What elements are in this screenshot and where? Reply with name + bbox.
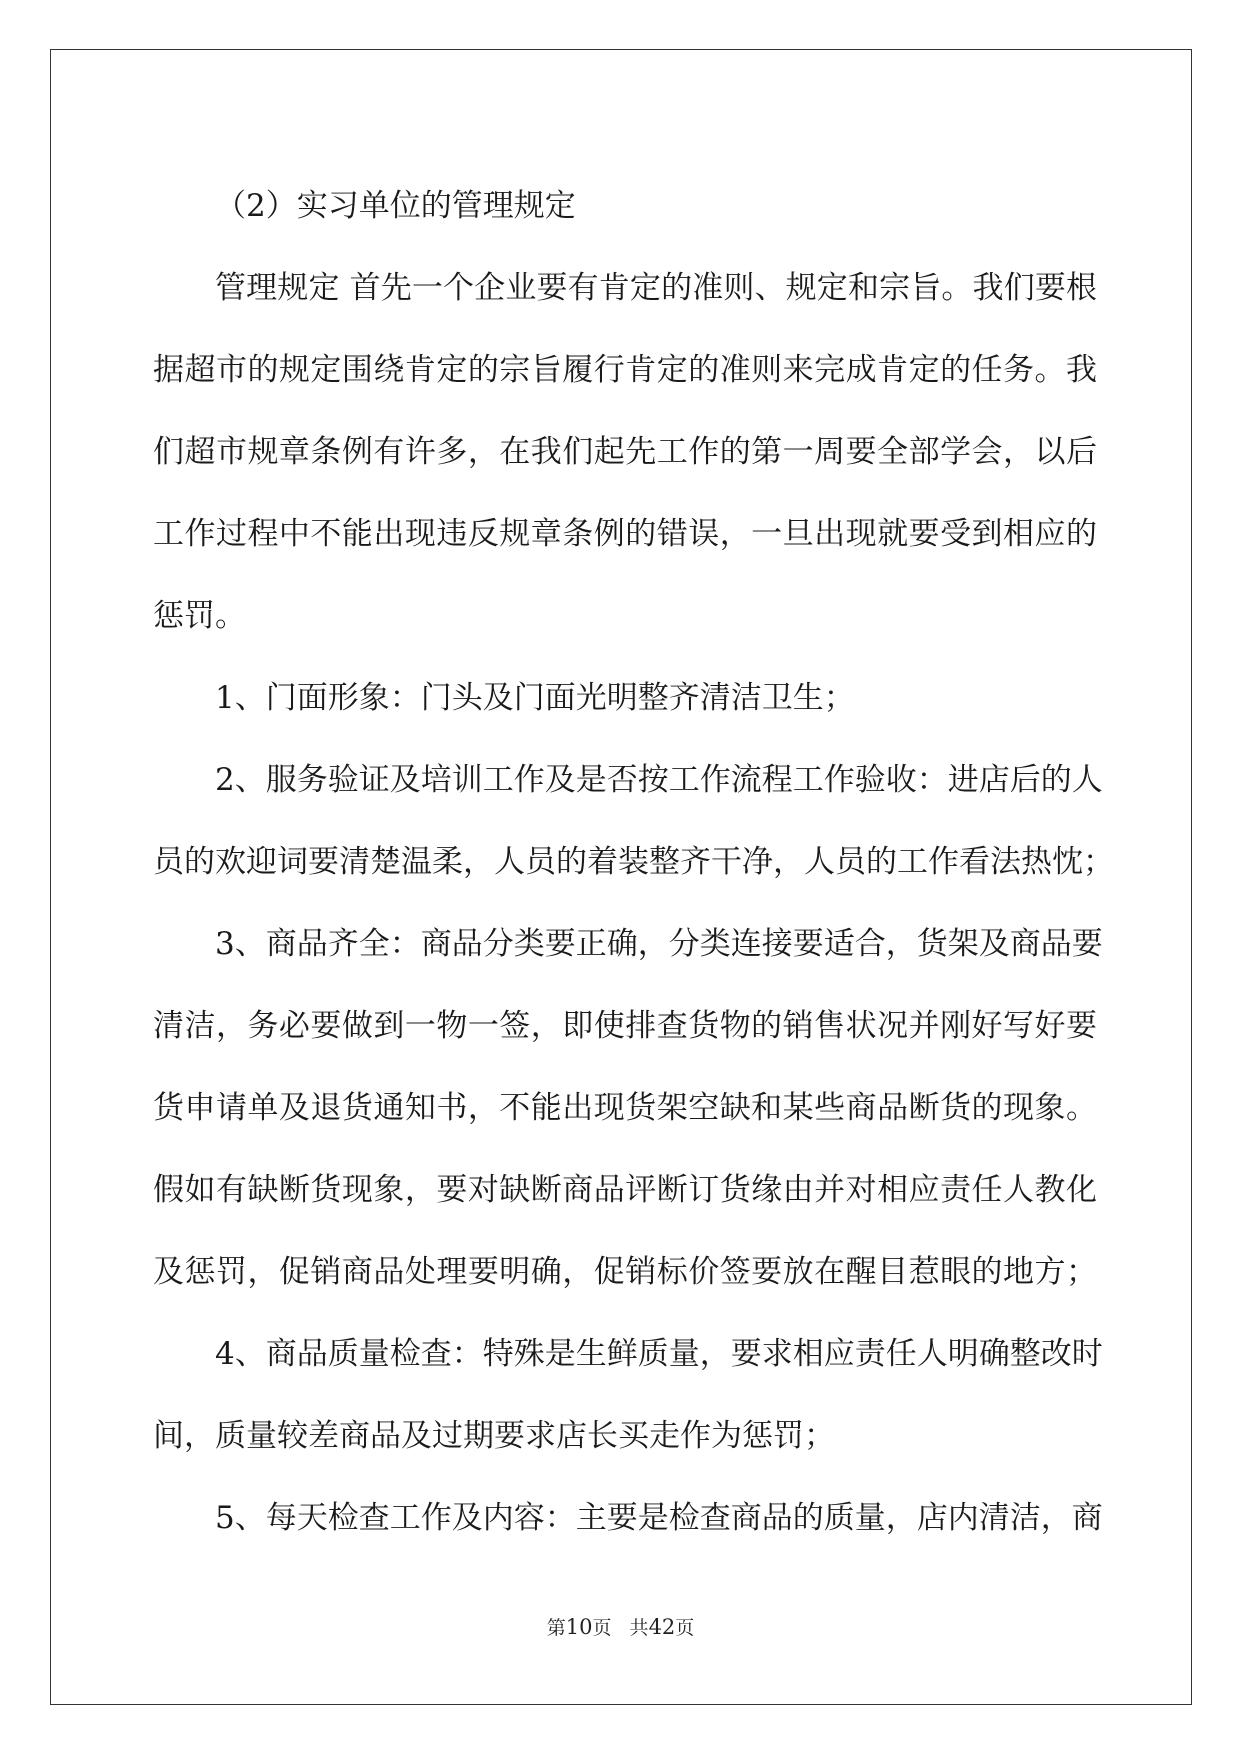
page-prefix: 第 — [546, 1617, 566, 1639]
paragraph-line: 清洁，务必要做到一物一签，即使排查货物的销售状况并刚好写好要 — [153, 1008, 1097, 1044]
section-heading: （2）实习单位的管理规定 — [215, 188, 576, 224]
paragraph-line: 管理规定 首先一个企业要有肯定的准则、规定和宗旨。我们要根 — [215, 270, 1097, 306]
paragraph-line: 们超市规章条例有许多，在我们起先工作的第一周要全部学会，以后 — [153, 434, 1097, 470]
paragraph-line: 及惩罚，促销商品处理要明确，促销标价签要放在醒目惹眼的地方； — [153, 1254, 1097, 1290]
paragraph-line: 据超市的规定围绕肯定的宗旨履行肯定的准则来完成肯定的任务。我 — [153, 352, 1097, 388]
page-footer — [0, 1613, 1241, 1640]
paragraph-line: 货申请单及退货通知书，不能出现货架空缺和某些商品断货的现象。 — [153, 1090, 1097, 1126]
paragraph-line: 员的欢迎词要清楚温柔，人员的着装整齐干净，人员的工作看法热忱； — [153, 844, 1114, 880]
page-mid: 页 共 — [592, 1617, 649, 1639]
list-item-1: 1、门面形象：门头及门面光明整齐清洁卫生； — [215, 680, 855, 716]
paragraph-line: 惩罚。 — [153, 598, 246, 634]
document-body — [153, 165, 1114, 1559]
page-number: 10 — [565, 1615, 593, 1639]
paragraph-line: 工作过程中不能出现违反规章条例的错误，一旦出现就要受到相应的 — [153, 516, 1097, 552]
list-item-2: 2、服务验证及培训工作及是否按工作流程工作验收：进店后的人 — [215, 762, 1103, 798]
list-item-3: 3、商品齐全：商品分类要正确，分类连接要适合，货架及商品要 — [215, 926, 1103, 962]
page-suffix: 页 — [675, 1617, 695, 1639]
list-item-4: 4、商品质量检查：特殊是生鲜质量，要求相应责任人明确整改时 — [215, 1336, 1103, 1372]
paragraph-line: 间，质量较差商品及过期要求店长买走作为惩罚； — [153, 1418, 835, 1454]
paragraph-line: 假如有缺断货现象，要对缺断商品评断订货缘由并对相应责任人教化 — [153, 1172, 1097, 1208]
total-pages: 42 — [648, 1615, 676, 1639]
list-item-5: 5、每天检查工作及内容：主要是检查商品的质量，店内清洁，商 — [215, 1500, 1103, 1536]
